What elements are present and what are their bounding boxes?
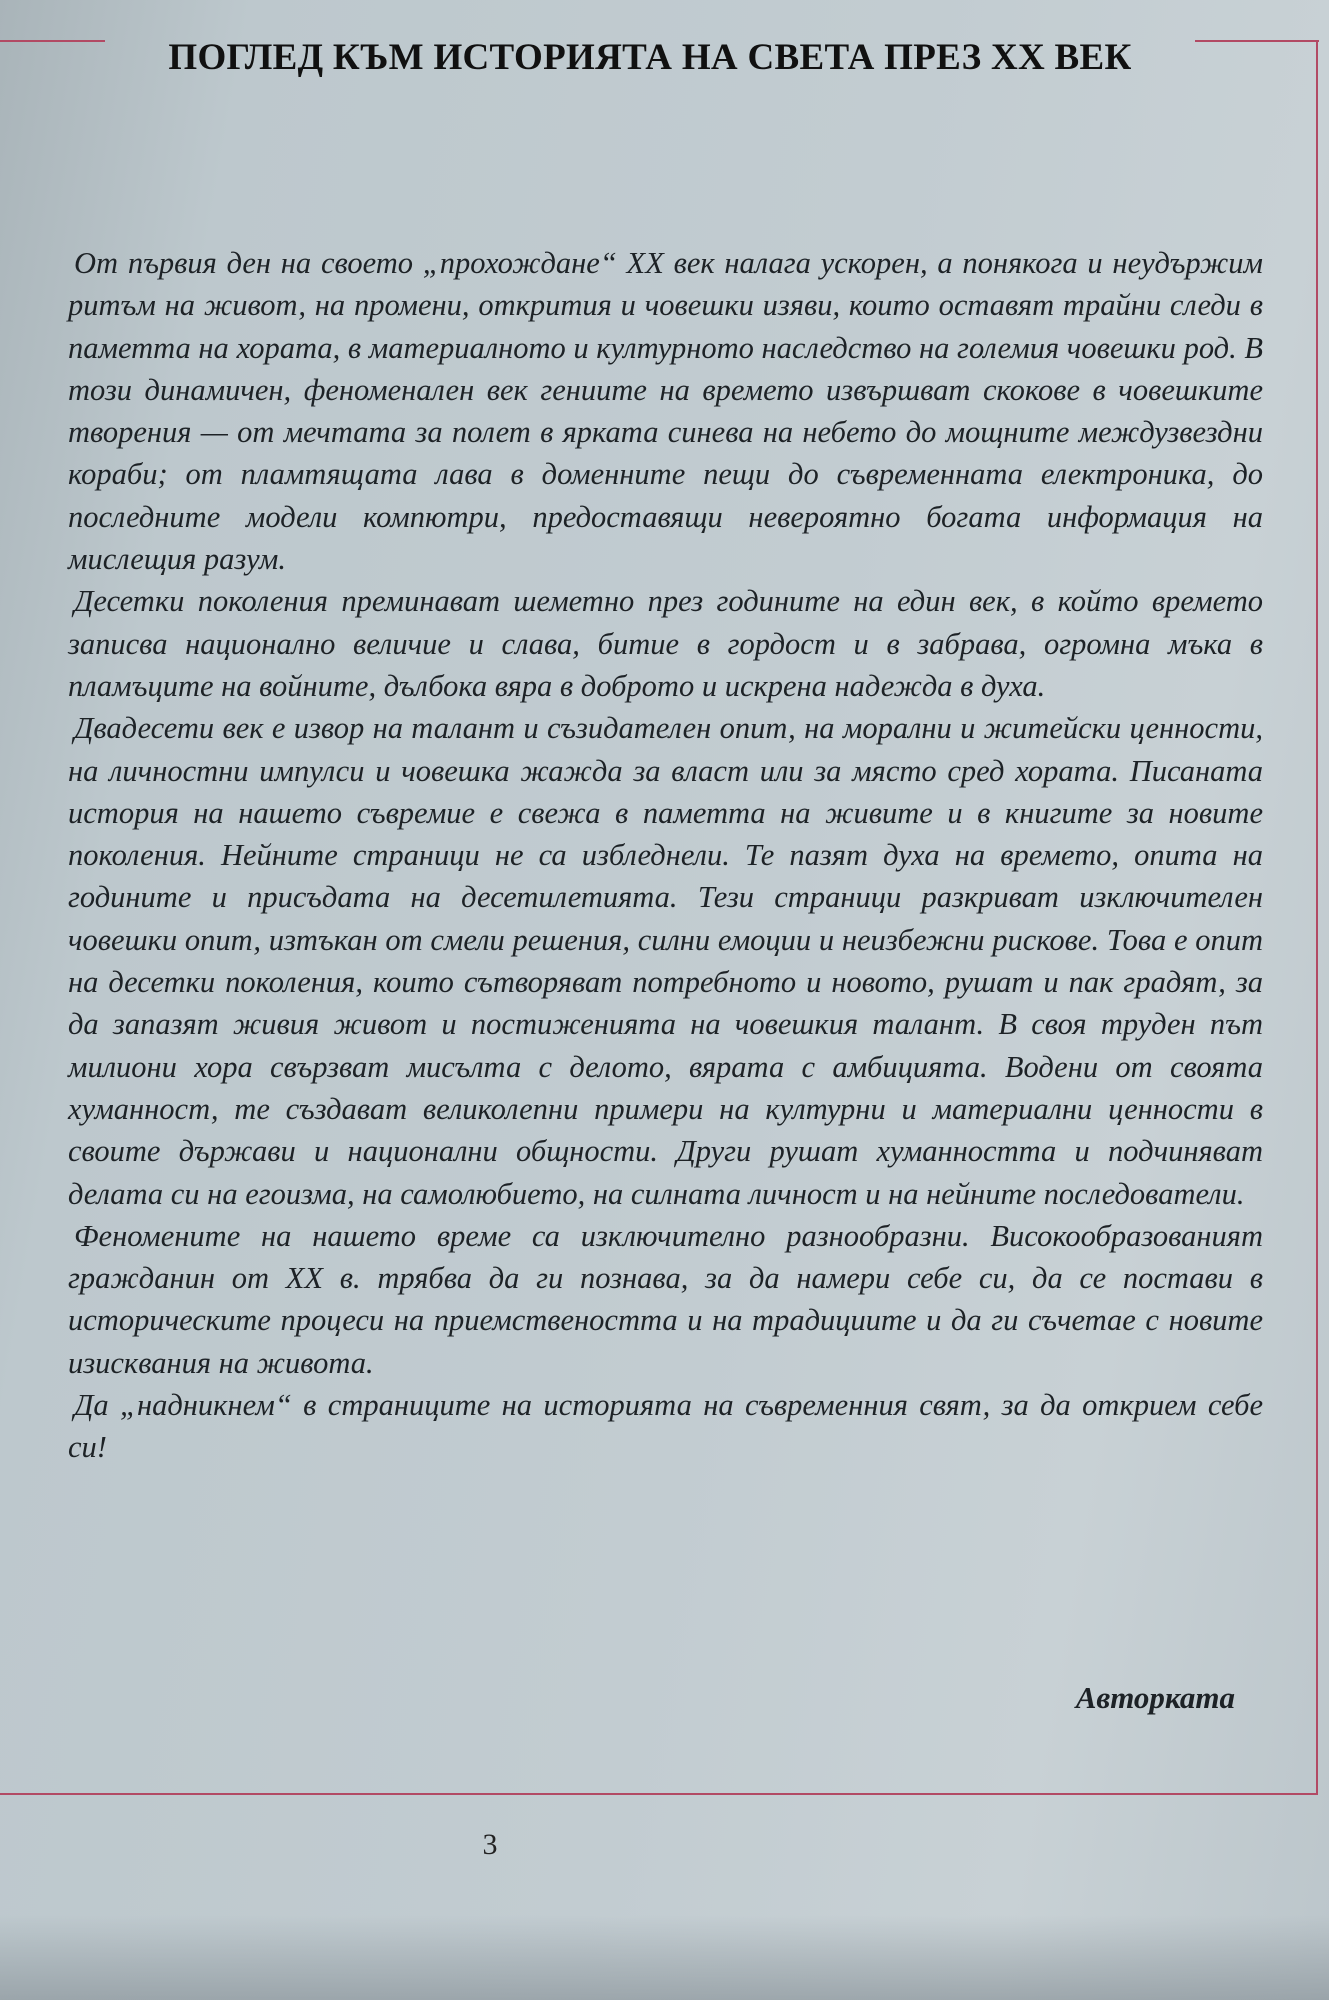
bottom-shadow (0, 1915, 1329, 2000)
paragraph-4: Феномените на нашето време са изключително разнообразни. Високообразованият гражданин от XX в. трябва да ги познава, за да намери себе си, да се постави в историческите процеси на приемствеността и на традициите и да ги съчетае с новите изисквания на живота. (68, 1218, 1263, 1380)
paragraph-3: Двадесети век е извор на талант и съзидателен опит, на морални и житейски ценности, на личностни импулси и човешка жажда за власт или за място сред хората. Писаната история на нашето съвремие е свежа в паметта на живите и в книгите за новите поколения. Нейните страници не са избледнели. Те пазят духа на времето, опита на годините и присъдата на десетилетията. Тези страници разкриват изключителен човешки опит, изтъкан от смели решения, силни емоции и неизбежни рискове. Това е опит на десетки поколения, които сътворяват потребното и новото, рушат и пак градят, за да запазят живия живот и постиженията на човешкия талант. В своя труден път милиони хора свързват мисълта с делото, вярата с амбицията. Водени от своята хуманност, те създават великолепни примери на културни и материални ценности в своите държави и национални общности. Други рушат хуманността и подчиняват делата си на егоизма, на самолюбието, на силната личност и на нейните последователи. (68, 711, 1263, 1211)
page-number: 3 (482, 1828, 498, 1861)
author-signature: Авторката (1075, 1680, 1235, 1715)
page-title: ПОГЛЕД КЪМ ИСТОРИЯТА НА СВЕТА ПРЕЗ XX ВЕК (168, 37, 1132, 78)
paragraph-5: Да „надникнем“ в страниците на историята на съвременния свят, за да открием себе си! (68, 1388, 1263, 1465)
paragraph-1: От първия ден на своето „прохождане“ XX век налага ускорен, а понякога и неудържим ритъм на живот, на промени, открития и човешки изяви, които оставят трайни следи в паметта на хората, в материалното и културното наследство на големия човешки род. В този динамичен, феноменален век гениите на времето извършват скокове в човешките творения — от мечтата за полет в ярката синева на небето до мощните междузвездни кораби; от пламтящата лава в доменните пещи до съвременната електроника, до последните модели компютри, предоставящи невероятно богата информация на мислещия разум. (68, 246, 1263, 577)
paragraph-2: Десетки поколения преминават шеметно през годините на един век, в който времето записва национално величие и слава, битие в гордост и в забрава, огромна мъка в пламъците на войните, дълбока вяра в доброто и искрена надежда в духа. (68, 584, 1263, 703)
preface-body (68, 242, 1263, 1469)
